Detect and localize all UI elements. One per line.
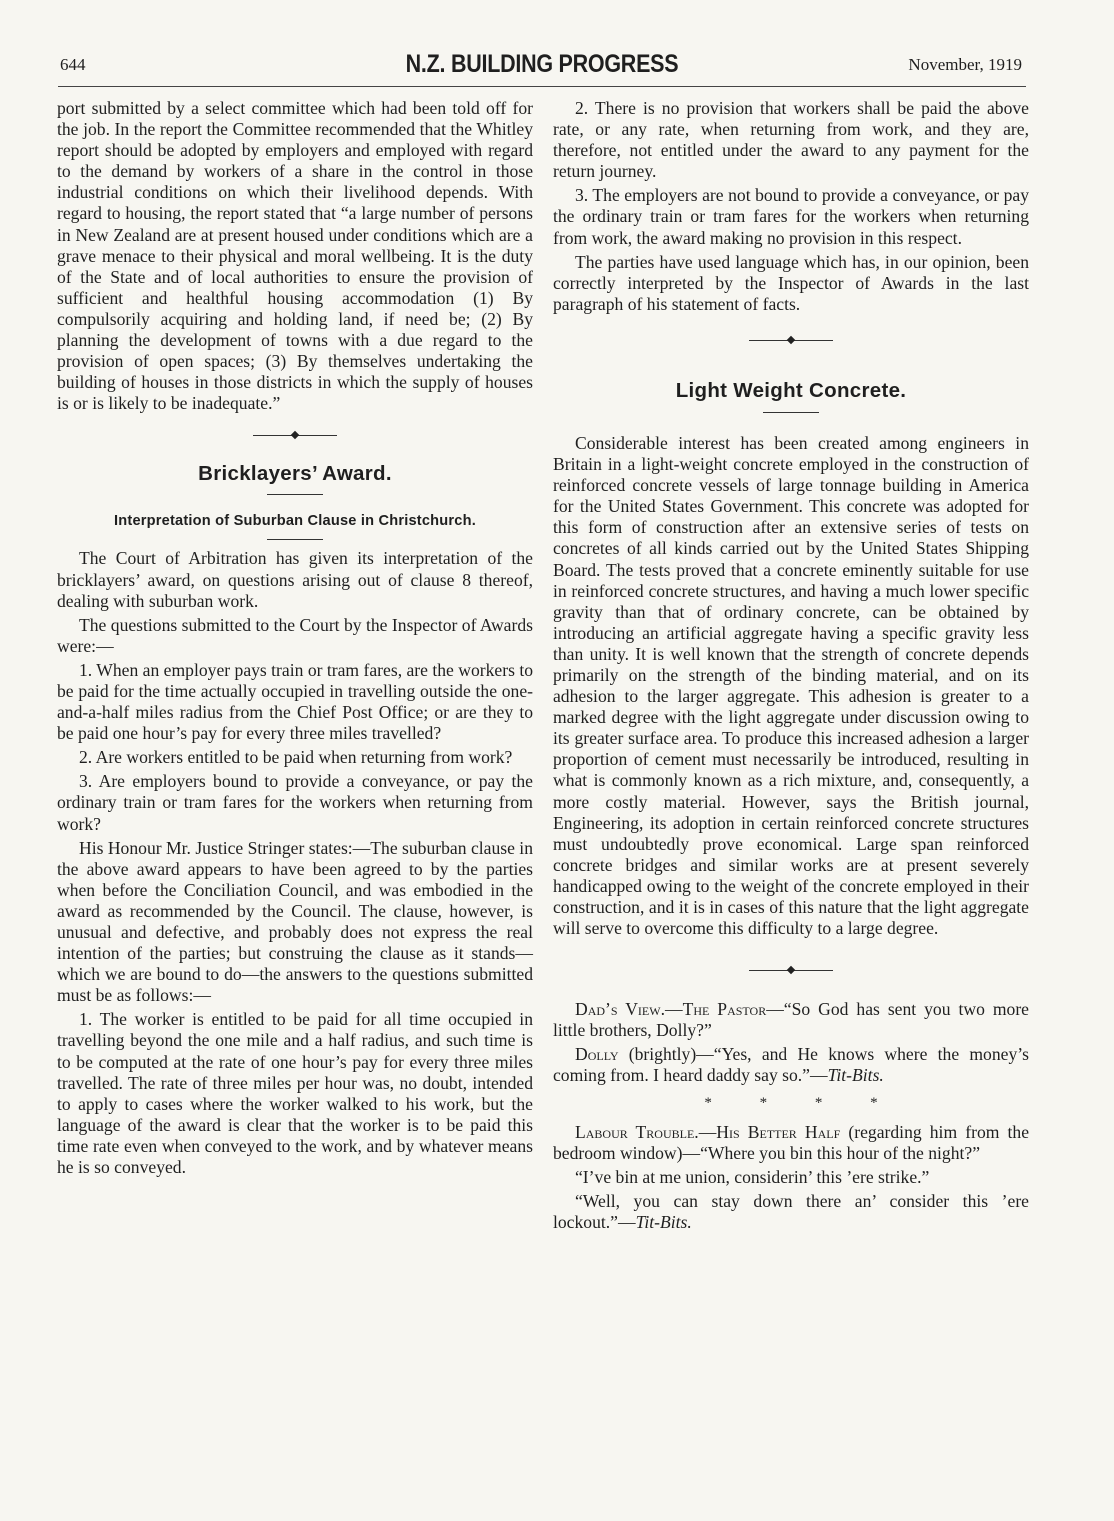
section-ornament [749, 335, 833, 347]
title-rule [763, 412, 819, 413]
continued-paragraph: port submitted by a select committee which had been told off for the job. In the report the Committee recommended that the Whitley report should be adopted by employers and employed with regard to the demand by workers of a share in the control in those industrial conditions on which their livelihood depends. With regard to housing, the report stated that “a large number of persons in New Zealand are at present housed under conditions which are a grave menace to their physical and moral wellbeing. It is the duty of the State and of local authorities to ensure the provision of sufficient and healthful housing accommodation (1) By compulsorily acquiring and holding land, if need be; (2) By planning the development of towns with a due regard to the provision of open spaces; (3) By themselves undertaking the building of houses in those districts in which the supply of houses is or is likely to be inadequate.” [57, 98, 533, 414]
joke-labour-trouble: Labour Trouble.—His Better Half (regarding him from the bedroom window)—“Where you bin this hour of the night?” [553, 1121, 1030, 1163]
joke-final-line [553, 1191, 1029, 1233]
page-number: 644 [60, 55, 86, 74]
joke-speaker: Dolly [575, 1044, 619, 1065]
joke-title: Dad’s View. [575, 999, 665, 1020]
paragraph: 3. Are employers bound to provide a conveyance, or pay the ordinary train or tram fares for the workers when returning from work? [57, 771, 533, 834]
joke-speaker: His Better Half [716, 1121, 841, 1142]
article-body: Considerable interest has been created among engineers in Britain in a light-weight concrete employed in the construction of reinforced concrete vessels of large tonnage building in America for the United States Government. This concrete was adopted for this form of construction after an extensive series of tests on concretes of all kinds carried out by the United States Shipping Board. The tests proved that a concrete eminently suitable for use in reinforced concrete structures, and having a much lower specific gravity than that of ordinary concrete, can be obtained by introducing an artificial aggregate having a specific gravity less than unity. It is well known that the strength of concrete depends primarily on the strength of the binding material, and on its adhesion to the larger aggregate. This adhesion is greater to a marked degree with the light aggregate under discussion owing to its greater surface area. To produce this increased adhesion a larger proportion of cement must necessarily be introduced, resulting in what is commonly known as a rich mixture, and, consequently, a more costly material. However, says the British journal, Engineering, its adoption in certain reinforced concrete structures must undoubtedly prove economical. Large span reinforced concrete bridges and similar works are at present severely handicapped owing to the weight of the concrete employed in their construction, and it is in cases of this nature that the light aggregate will serve to overcome this difficulty to a large degree. [553, 432, 1029, 939]
joke-line: “I’ve bin at me union, considerin’ this ’ere strike.” [575, 1166, 930, 1187]
paragraph: The parties have used language which has, in our opinion, been correctly interpreted by the Inspector of Awards in the last paragraph of his statement of facts. [553, 251, 1029, 314]
joke-speaker: The Pastor [682, 999, 767, 1020]
right-column [553, 98, 1029, 1236]
paragraph: 1. The worker is entitled to be paid for all time occupied in travelling beyond the one mile and a half radius, and such time is to be computed at the rate of one hour’s pay for every three miles travelled. The rate of three miles per hour was, no doubt, intended to apply to cases where the worker walked to his work, but the language of the award is clear that the worker is to be paid this time rate even when conveyed to the work, and by whatever means he is so conveyed. [57, 1009, 533, 1178]
paragraph: 1. When an employer pays train or tram fares, are the workers to be paid for the time actually occupied in travelling outside the one-and-a-half miles radius from the Chief Post Office; or are they to be paid one hour’s pay for every three miles travelled? [57, 659, 534, 744]
subtitle-rule [267, 539, 323, 540]
paragraph: The questions submitted to the Court by the Inspector of Awards were:— [57, 614, 533, 656]
issue-date: November, 1919 [908, 55, 1022, 74]
paragraph: 2. Are workers entitled to be paid when returning from work? [79, 747, 513, 768]
section-ornament [253, 430, 337, 442]
joke-line: “Well, you can stay down there an’ consider this ’ere lockout.”— [553, 1190, 1029, 1232]
joke-title: Labour Trouble. [575, 1121, 699, 1142]
paragraph: His Honour Mr. Justice Stringer states:—The suburban clause in the above award appears to have been agreed to by the parties when before the Conciliation Council, and was embodied in the award as recommended by the Council. The clause, however, is unusual and defective, and probably does not express the real intention of the parties; but construing the clause as it stands—which we are bound to do—the answers to the questions submitted must be as follows:— [57, 837, 533, 1006]
joke-line: (regarding him from the bedroom window)—“Where you bin this hour of the night?” [553, 1121, 1030, 1163]
paragraph: 2. There is no provision that workers shall be paid the above rate, or any rate, when returning from work, and they are, therefore, not entitled under the award to any payment for the return journey. [553, 98, 1029, 182]
joke-dads-view: Dad’s View.—The Pastor—“So God has sent you two more little brothers, Dolly?” [553, 999, 1029, 1041]
page-header [58, 50, 1026, 87]
joke-line: (brightly)—“Yes, and He knows where the money’s coming from. I heard daddy say so.”— [553, 1044, 1029, 1086]
star-separator: * * * * [704, 1094, 900, 1111]
joke-dads-view-reply [553, 1044, 1029, 1086]
section-ornament [749, 965, 833, 977]
title-rule [267, 494, 323, 495]
joke-source: Tit-Bits. [827, 1065, 884, 1086]
article-title: Bricklayers’ Award. [198, 462, 392, 486]
journal-title: N.Z. BUILDING PROGRESS [405, 50, 679, 78]
paragraph: The Court of Arbitration has given its interpretation of the bricklayers’ award, on questions arising out of clause 8 thereof, dealing with suburban work. [57, 548, 533, 611]
paragraph: 3. The employers are not bound to provide a conveyance, or pay the ordinary train or tram fares for the workers when returning from work, the award making no provision in this respect. [553, 185, 1029, 248]
joke-line: “So God has sent you two more little brothers, Dolly?” [553, 999, 1029, 1041]
left-column [57, 98, 533, 1181]
article-title: Light Weight Concrete. [675, 378, 907, 402]
joke-source: Tit-Bits. [635, 1211, 692, 1232]
article-subtitle: Interpretation of Suburban Clause in Christchurch. [114, 513, 476, 530]
